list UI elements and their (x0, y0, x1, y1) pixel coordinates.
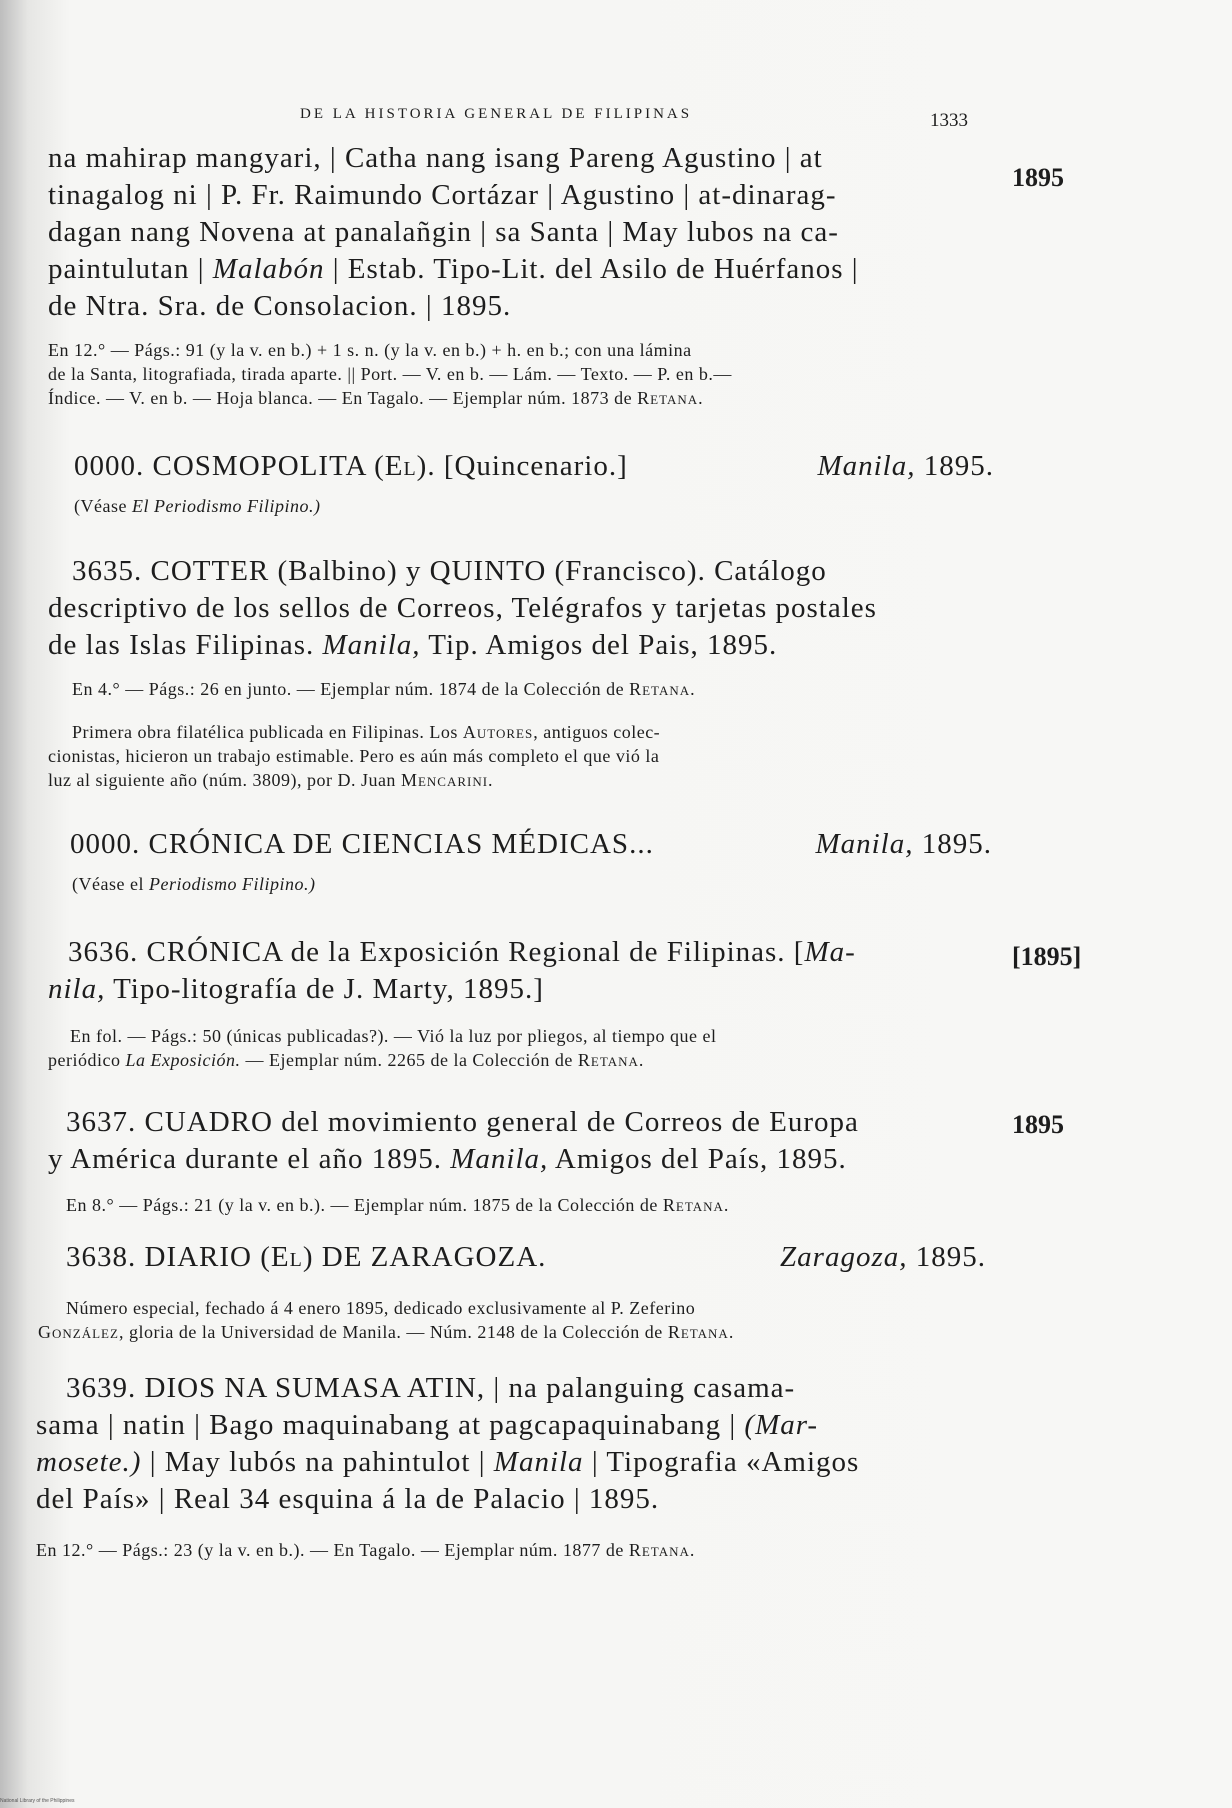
margin-year: [1895] (1012, 942, 1082, 971)
entry-3636: 3636. CRÓNICA de la Exposición Regional de Filipinas. [Ma- (68, 936, 856, 968)
entry-commentary-cont: cionistas, hicieron un trabajo estimable. Pero es aún más completo el que vió la luz al siguiente año (núm. 3809), por D. Juan Mencarini. (48, 746, 660, 790)
entry-continuation: na mahirap mangyari, | Catha nang isang Pareng Agustino | at tinagalog ni | P. Fr. Raimundo Cortázar | Agustino | at-dinarag- dagan nang Novena at panalañgin | sa Santa | May lubos na ca- paintulutan | Malabón | Estab. Tipo-Lit. del Asilo de Huérfanos | de Ntra. Sra. de Consolacion. | 1895. (48, 142, 859, 322)
entry-3635-cont: descriptivo de los sellos de Correos, Telégrafos y tarjetas postales de las Islas Filipinas. Manila, Tip. Amigos del Pais, 1895. (48, 592, 877, 661)
entry-see-also: (Véase el Periodismo Filipino.) (72, 874, 316, 894)
entry-see-also: (Véase El Periodismo Filipino.) (74, 496, 321, 516)
source-footer: National Library of the Philippines (0, 1798, 75, 1804)
entry-cronica-medicas: 0000. CRÓNICA DE CIENCIAS MÉDICAS... Manila, 1895. (70, 828, 992, 860)
entry-3638: 3638. DIARIO (El) DE ZARAGOZA. Zaragoza, 1895. (66, 1241, 986, 1273)
entry-note-cont: González, gloria de la Universidad de Manila. — Núm. 2148 de la Colección de Retana. (38, 1322, 735, 1342)
running-title: DE LA HISTORIA GENERAL DE FILIPINAS (300, 106, 693, 122)
entry-note-cont: periódico La Exposición. — Ejemplar núm. 2265 de la Colección de Retana. (48, 1050, 645, 1070)
entry-3639-cont: sama | natin | Bago maquinabang at pagcapaquinabang | (Mar- mosete.) | May lubós na pahintulot | Manila | Tipografia «Amigos del País» | Real 34 esquina á la de Palacio | 1895. (36, 1409, 860, 1515)
entry-note: Número especial, fechado á 4 enero 1895, dedicado exclusivamente al P. Zeferino (66, 1298, 696, 1318)
entry-3637: 3637. CUADRO del movimiento general de Correos de Europa (66, 1106, 859, 1138)
entry-note: En fol. — Págs.: 50 (únicas publicadas?). — Vió la luz por pliegos, al tiempo que el (70, 1026, 717, 1046)
entry-note: En 12.° — Págs.: 23 (y la v. en b.). — En Tagalo. — Ejemplar núm. 1877 de Retana. (36, 1540, 696, 1560)
margin-year: 1895 (1012, 1110, 1064, 1139)
entry-3639: 3639. DIOS NA SUMASA ATIN, | na palanguing casama- (66, 1372, 796, 1404)
entry-3635: 3635. COTTER (Balbino) y QUINTO (Francisco). Catálogo (72, 555, 827, 587)
entry-note: En 4.° — Págs.: 26 en junto. — Ejemplar núm. 1874 de la Colección de Retana. (72, 679, 696, 699)
page-number: 1333 (930, 110, 968, 131)
entry-commentary: Primera obra filatélica publicada en Filipinas. Los Autores, antiguos colec- (72, 722, 661, 742)
entry-cosmopolita: 0000. COSMOPOLITA (El). [Quincenario.] Manila, 1895. (74, 450, 994, 482)
entry-3637-cont: y América durante el año 1895. Manila, Amigos del País, 1895. (48, 1143, 847, 1175)
entry-note: En 12.° — Págs.: 91 (y la v. en b.) + 1 s. n. (y la v. en b.) + h. en b.; con una lámina de la Santa, litografiada, tirada aparte. || Port. — V. en b. — Lám. — Texto. — P. en b.— Índice. — V. en b. — Hoja blanca. — En Tagalo. — Ejemplar núm. 1873 de Retana. (48, 340, 732, 408)
entry-note: En 8.° — Págs.: 21 (y la v. en b.). — Ejemplar núm. 1875 de la Colección de Retana. (66, 1195, 730, 1215)
entry-3636-cont: nila, Tipo-litografía de J. Marty, 1895.] (48, 973, 544, 1005)
margin-year: 1895 (1012, 163, 1064, 192)
